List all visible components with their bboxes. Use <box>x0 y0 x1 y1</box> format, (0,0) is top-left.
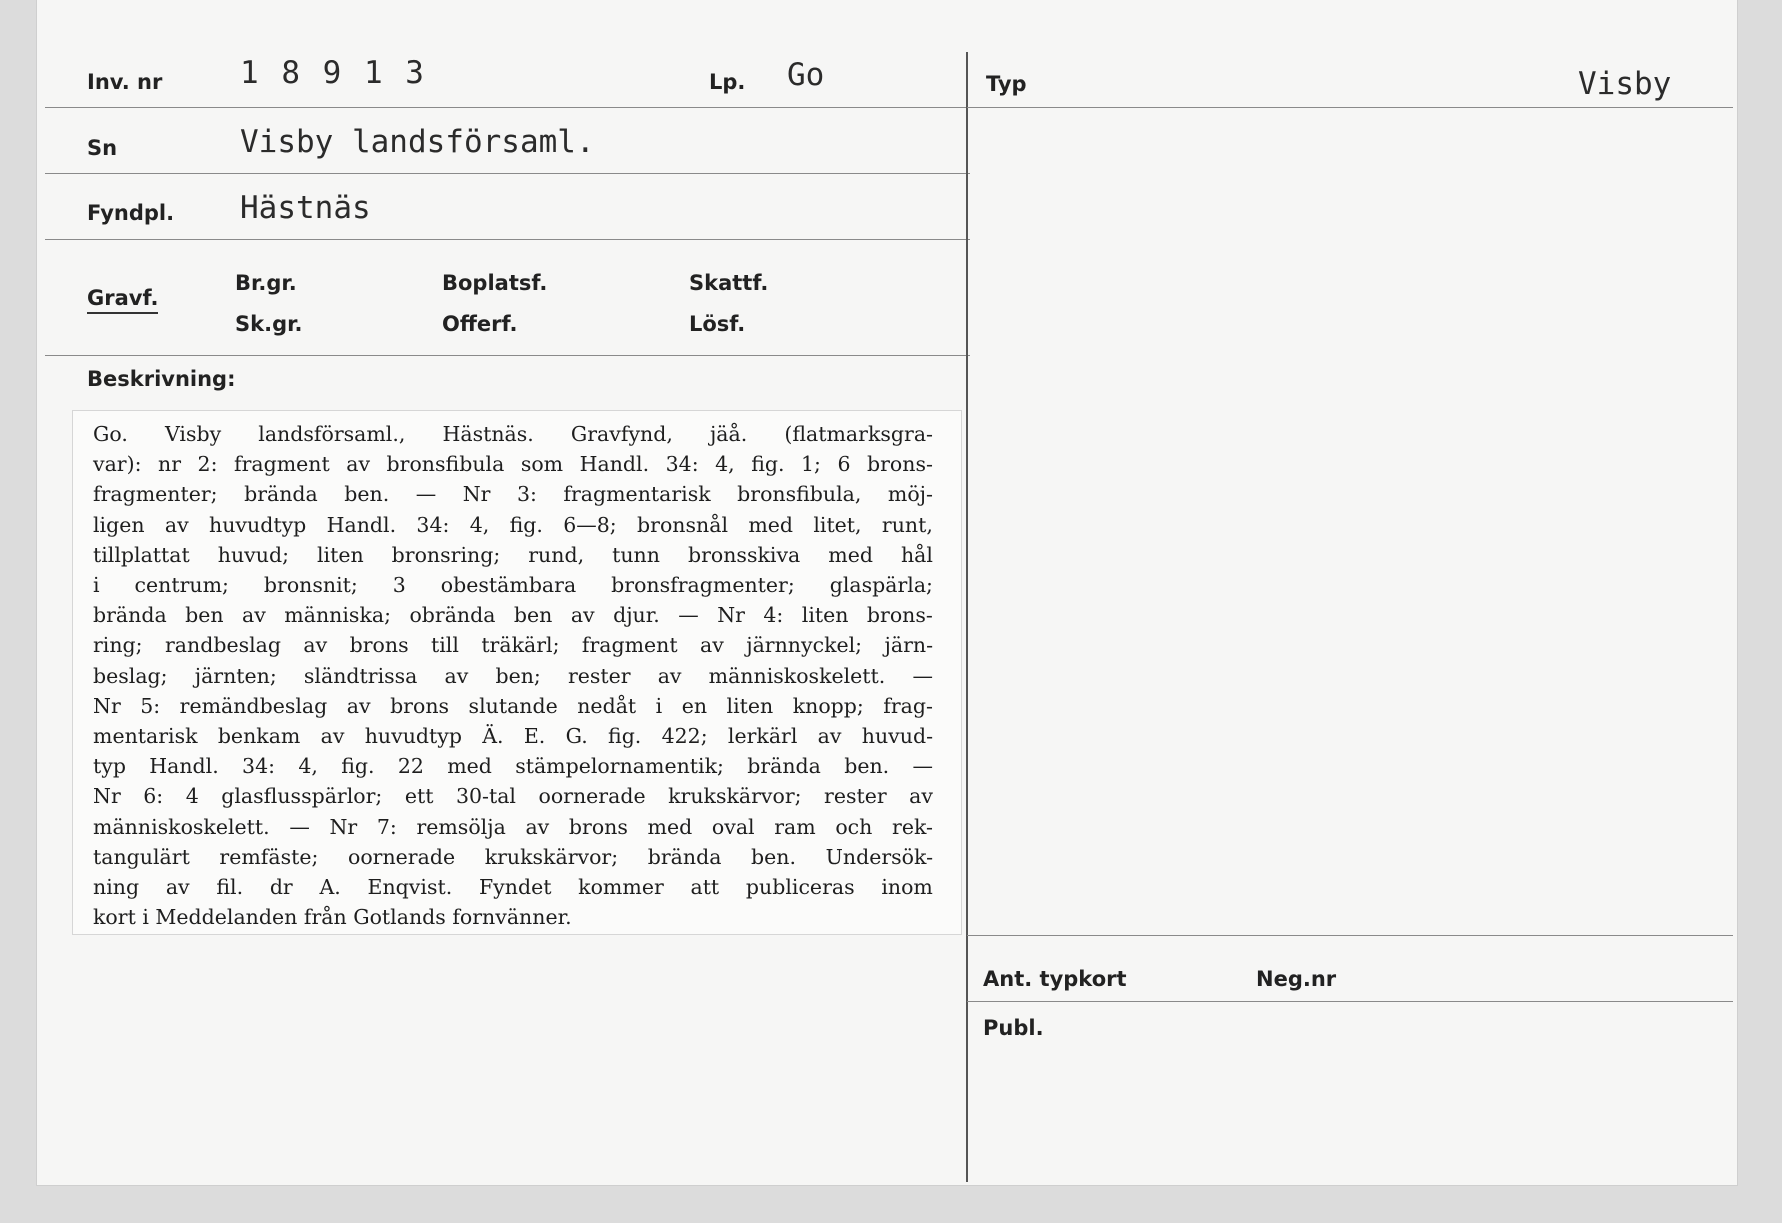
beskrivning-label: Beskrivning: <box>87 367 236 391</box>
boplatsf-label: Boplatsf. <box>442 271 548 295</box>
divider <box>967 107 1733 108</box>
description-line: Nr 6: 4 glasflusspärlor; ett 30-tal oornerade krukskärvor; rester av <box>93 784 933 809</box>
description-line: tillplattat huvud; liten bronsring; rund, tunn bronsskiva med hål <box>93 542 933 567</box>
divider <box>45 239 970 240</box>
sn-value: Visby landsförsaml. <box>240 124 595 160</box>
description-line: ligen av huvudtyp Handl. 34: 4, fig. 6—8; bronsnål med litet, runt, <box>93 512 933 537</box>
description-line: brända ben av människa; obrända ben av djur. — Nr 4: liten brons- <box>93 603 933 628</box>
ant-typkort-label: Ant. typkort <box>983 967 1127 991</box>
description-line: tangulärt remfäste; oornerade krukskärvor; brända ben. Undersök- <box>93 844 933 869</box>
description-line: kort i Meddelanden från Gotlands fornvänner. <box>93 905 572 930</box>
description-line: fragmenter; brända ben. — Nr 3: fragmentarisk bronsfibula, möj- <box>93 482 933 507</box>
catalog-card <box>37 0 1737 1185</box>
divider <box>967 935 1733 936</box>
description-clipping <box>72 410 962 935</box>
lp-value: Go <box>787 57 825 93</box>
gravf-label: Gravf. <box>87 286 158 314</box>
skgr-label: Sk.gr. <box>235 312 303 336</box>
sn-label: Sn <box>87 136 118 160</box>
divider <box>967 1001 1733 1002</box>
losf-label: Lösf. <box>689 312 746 336</box>
column-divider <box>966 52 968 1182</box>
publ-label: Publ. <box>983 1016 1044 1040</box>
description-line: ning av fil. dr A. Enqvist. Fyndet kommer att publiceras inom <box>93 875 933 900</box>
divider <box>45 107 970 108</box>
fyndpl-value: Hästnäs <box>240 190 371 226</box>
lp-label: Lp. <box>709 70 746 94</box>
negnr-label: Neg.nr <box>1256 967 1337 991</box>
description-line: Nr 5: remändbeslag av brons slutande nedåt i en liten knopp; frag- <box>93 693 933 718</box>
description-line: mentarisk benkam av huvudtyp Ä. E. G. fig. 422; lerkärl av huvud- <box>93 724 933 749</box>
description-line: var): nr 2: fragment av bronsfibula som Handl. 34: 4, fig. 1; 6 brons- <box>93 452 933 477</box>
description-line: ring; randbeslag av brons till träkärl; fragment av järnnyckel; järn- <box>93 633 933 658</box>
divider <box>45 173 970 174</box>
description-text <box>93 419 933 932</box>
description-line: typ Handl. 34: 4, fig. 22 med stämpelornamentik; brända ben. — <box>93 754 933 779</box>
description-line: beslag; järnten; sländtrissa av ben; rester av människoskelett. — <box>93 663 933 688</box>
description-line: i centrum; bronsnit; 3 obestämbara bronsfragmenter; glaspärla; <box>93 573 933 598</box>
typ-label: Typ <box>986 72 1027 96</box>
inv-nr-value: 1 8 9 1 3 <box>240 55 426 91</box>
brgr-label: Br.gr. <box>235 271 297 295</box>
description-line: människoskelett. — Nr 7: remsölja av brons med oval ram och rek- <box>93 814 933 839</box>
description-line: Go. Visby landsförsaml., Hästnäs. Gravfynd, jäå. (flatmarksgra- <box>93 422 933 446</box>
divider <box>45 355 970 356</box>
fyndpl-label: Fyndpl. <box>87 201 175 225</box>
skattf-label: Skattf. <box>689 271 769 295</box>
offerf-label: Offerf. <box>442 312 518 336</box>
typ-value: Visby <box>1578 66 1672 102</box>
inv-nr-label: Inv. nr <box>87 70 163 94</box>
